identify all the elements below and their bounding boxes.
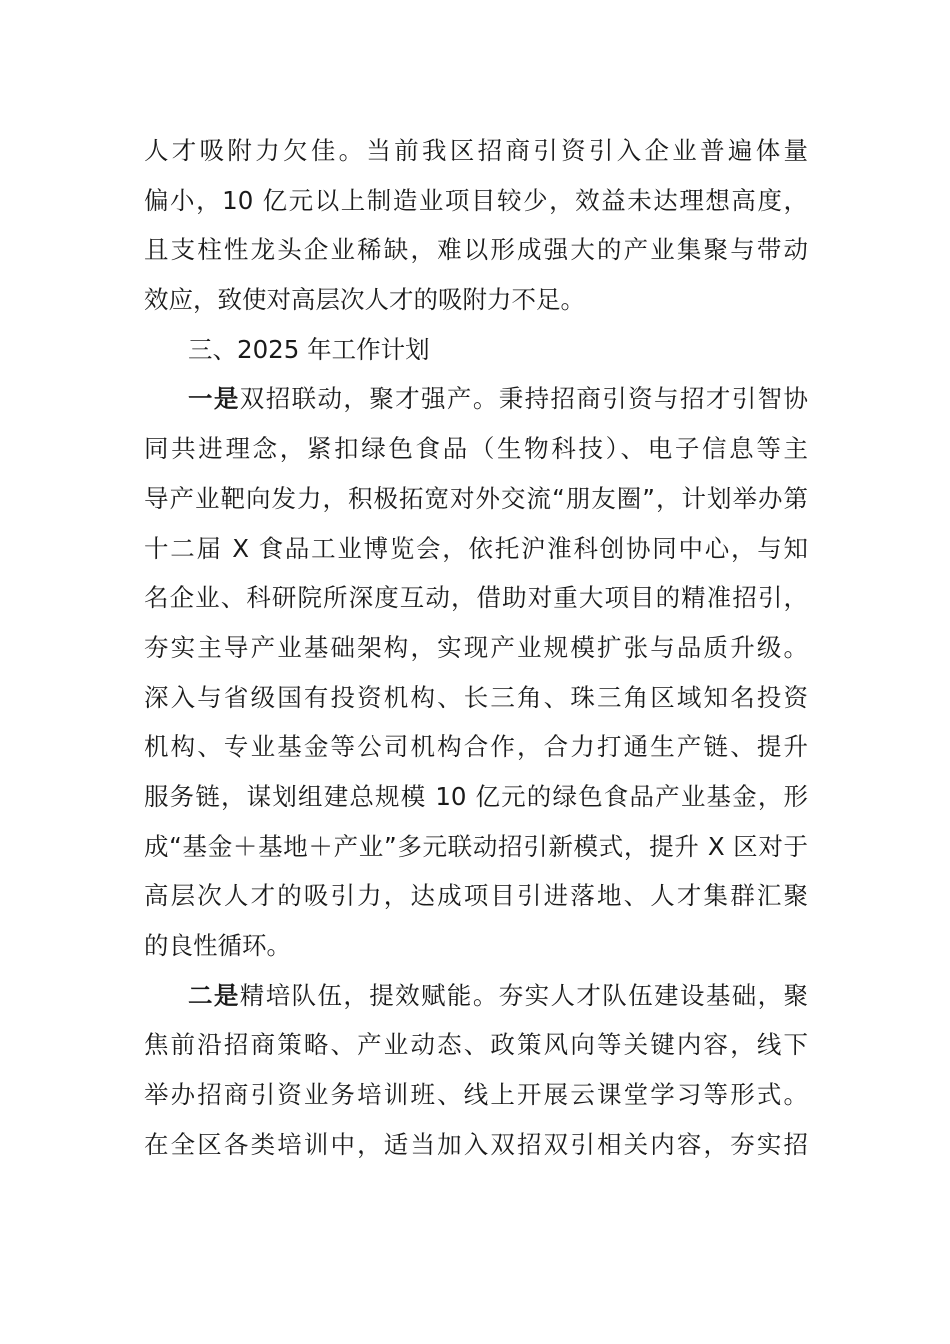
text-line: 举办招商引资业务培训班、线上开展云课堂学习等形式。 <box>144 1080 808 1110</box>
text-line: 名企业、科研院所深度互动，借助对重大项目的精准招引， <box>144 583 808 613</box>
text-line: 机构、专业基金等公司机构合作，合力打通生产链、提升 <box>144 732 808 762</box>
text-line: 十二届 X 食品工业博览会，依托沪淮科创协同中心，与知 <box>144 533 808 563</box>
paragraph-lead: 二是 <box>188 980 240 1010</box>
text-line: 焦前沿招商策略、产业动态、政策风向等关键内容，线下 <box>144 1030 808 1060</box>
document-body <box>144 126 808 1169</box>
paragraph-lead-rest: 双招联动，聚才强产。秉持招商引资与招才引智协 <box>239 384 809 414</box>
paragraph-first-line <box>144 374 808 424</box>
text-line: 导产业靶向发力，积极拓宽对外交流“朋友圈”，计划举办第 <box>144 483 808 513</box>
text-line: 同共进理念，紧扣绿色食品（生物科技）、电子信息等主 <box>144 434 808 464</box>
text-line: 服务链，谋划组建总规模 10 亿元的绿色食品产业基金，形 <box>144 781 808 811</box>
paragraph-first-line <box>144 971 808 1021</box>
text-line: 成“基金＋基地＋产业”多元联动招引新模式，提升 X 区对于 <box>144 831 808 861</box>
paragraph-lead: 一是 <box>188 384 240 414</box>
text-line: 且支柱性龙头企业稀缺，难以形成强大的产业集聚与带动 <box>144 235 808 265</box>
text-line: 深入与省级国有投资机构、长三角、珠三角区域知名投资 <box>144 682 808 712</box>
text-line: 的良性循环。 <box>144 931 291 960</box>
text-line: 在全区各类培训中，适当加入双招双引相关内容，夯实招 <box>144 1129 808 1159</box>
text-line: 人才吸附力欠佳。当前我区招商引资引入企业普遍体量 <box>144 136 808 165</box>
text-line: 偏小，10 亿元以上制造业项目较少，效益未达理想高度， <box>144 185 808 215</box>
text-line: 高层次人才的吸引力，达成项目引进落地、人才集群汇聚 <box>144 881 808 911</box>
text-line: 效应，致使对高层次人才的吸附力不足。 <box>144 285 585 315</box>
text-line: 夯实主导产业基础架构，实现产业规模扩张与品质升级。 <box>144 632 808 662</box>
paragraph-lead-rest: 精培队伍，提效赋能。夯实人才队伍建设基础，聚 <box>239 980 809 1010</box>
section-heading: 三、2025 年工作计划 <box>188 334 430 364</box>
